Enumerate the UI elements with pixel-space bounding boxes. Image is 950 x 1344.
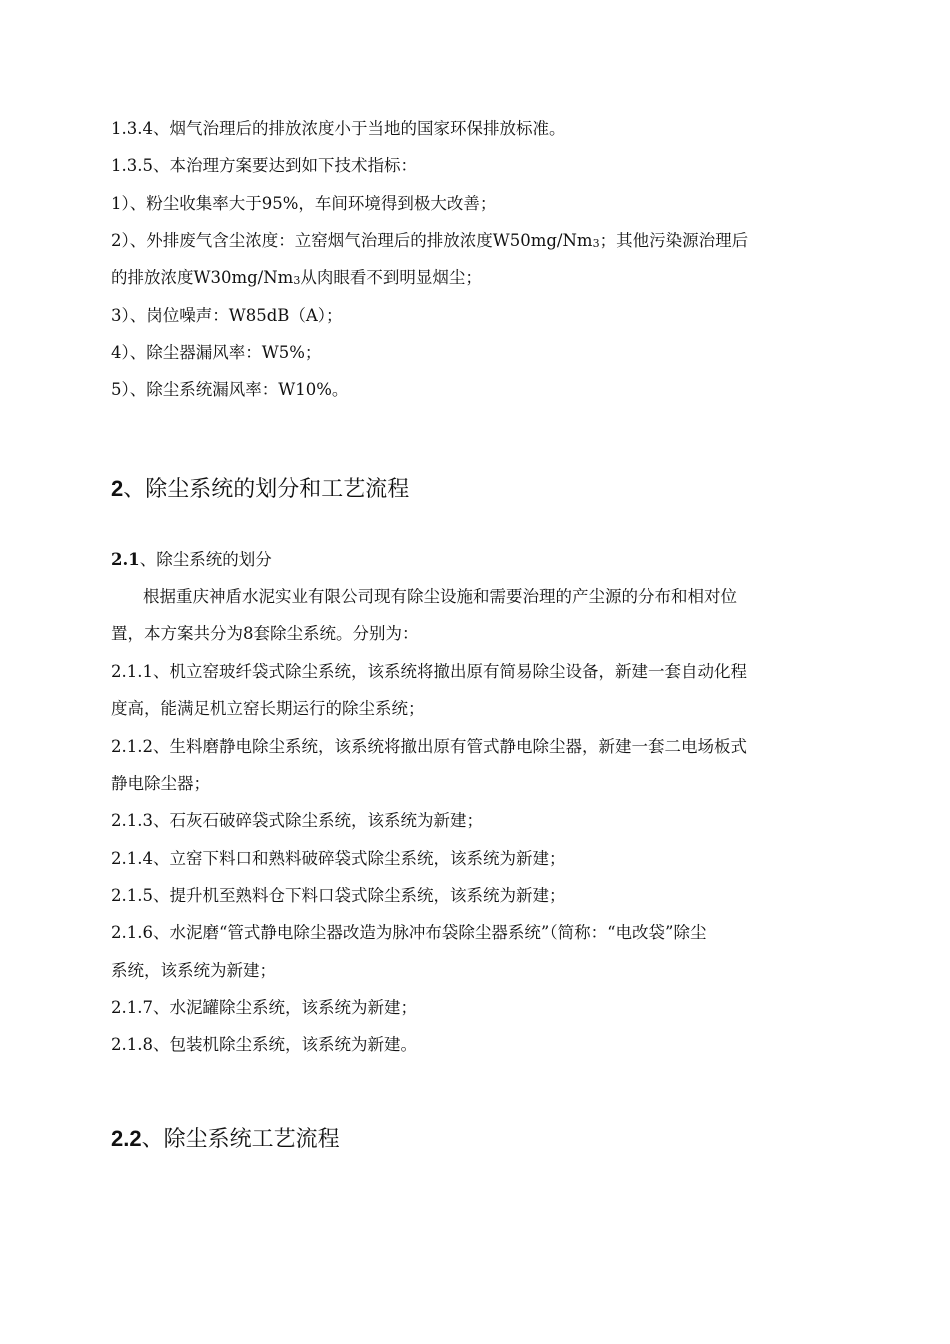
subscript: 3 [592,237,600,250]
subscript: 3 [293,274,301,287]
list-item-continuation: 系统，该系统为新建； [111,961,276,980]
heading-number: 2.1 [111,550,140,569]
list-item-continuation: 静电除尘器； [111,774,210,793]
list-item: 2.1.8、包装机除尘系统，该系统为新建。 [111,1035,417,1054]
text-line: 1.3.5、本治理方案要达到如下技术指标： [111,156,417,175]
section-heading [111,1125,340,1154]
list-item: 2.1.7、水泥罐除尘系统，该系统为新建； [111,998,417,1017]
list-item: 4）、除尘器漏风率：W5%； [111,343,322,362]
text-run: ；其他污染源治理后 [599,231,749,250]
list-item: 2.1.3、石灰石破碎袋式除尘系统，该系统为新建； [111,811,483,830]
text-line: 1.3.4、烟气治理后的排放浓度小于当地的国家环保排放标准。 [111,119,566,138]
heading-text: 、除尘系统的划分 [139,550,272,569]
heading-number: 2 [111,476,124,501]
list-item-continuation [111,268,841,291]
text-run: 的排放浓度W30mg/Nm [111,268,294,287]
list-item [111,231,841,254]
list-item: 5）、除尘系统漏风率：W10%。 [111,380,349,399]
text-run: 2）、外排废气含尘浓度：立窑烟气治理后的排放浓度W50mg/Nm [111,231,593,250]
paragraph-line: 根据重庆神盾水泥实业有限公司现有除尘设施和需要治理的产尘源的分布和相对位 [143,587,737,606]
list-item: 3）、岗位噪声：W85dB（A）； [111,306,343,325]
list-item-continuation: 度高，能满足机立窑长期运行的除尘系统； [111,699,425,718]
list-item: 2.1.5、提升机至熟料仓下料口袋式除尘系统，该系统为新建； [111,886,566,905]
heading-text: 、除尘系统工艺流程 [141,1127,340,1152]
list-item: 2.1.6、水泥磨“管式静电除尘器改造为脉冲布袋除尘器系统”（简称：“电改袋”除尘 [111,923,707,942]
list-item: 2.1.4、立窑下料口和熟料破碎袋式除尘系统，该系统为新建； [111,849,566,868]
section-heading [111,475,409,504]
text-run: 从肉眼看不到明显烟尘； [300,268,482,287]
list-item: 2.1.2、生料磨静电除尘系统，该系统将撤出原有管式静电除尘器，新建一套二电场板式 [111,737,747,756]
list-item: 2.1.1、机立窑玻纤袋式除尘系统，该系统将撤出原有简易除尘设备，新建一套自动化程 [111,662,747,681]
list-item: 1）、粉尘收集率大于95%，车间环境得到极大改善； [111,194,497,213]
heading-number: 2.2 [111,1126,142,1151]
heading-text: 、除尘系统的划分和工艺流程 [123,477,410,502]
subsection-heading [111,550,272,570]
paragraph-line: 置，本方案共分为8套除尘系统。分别为： [111,624,419,643]
